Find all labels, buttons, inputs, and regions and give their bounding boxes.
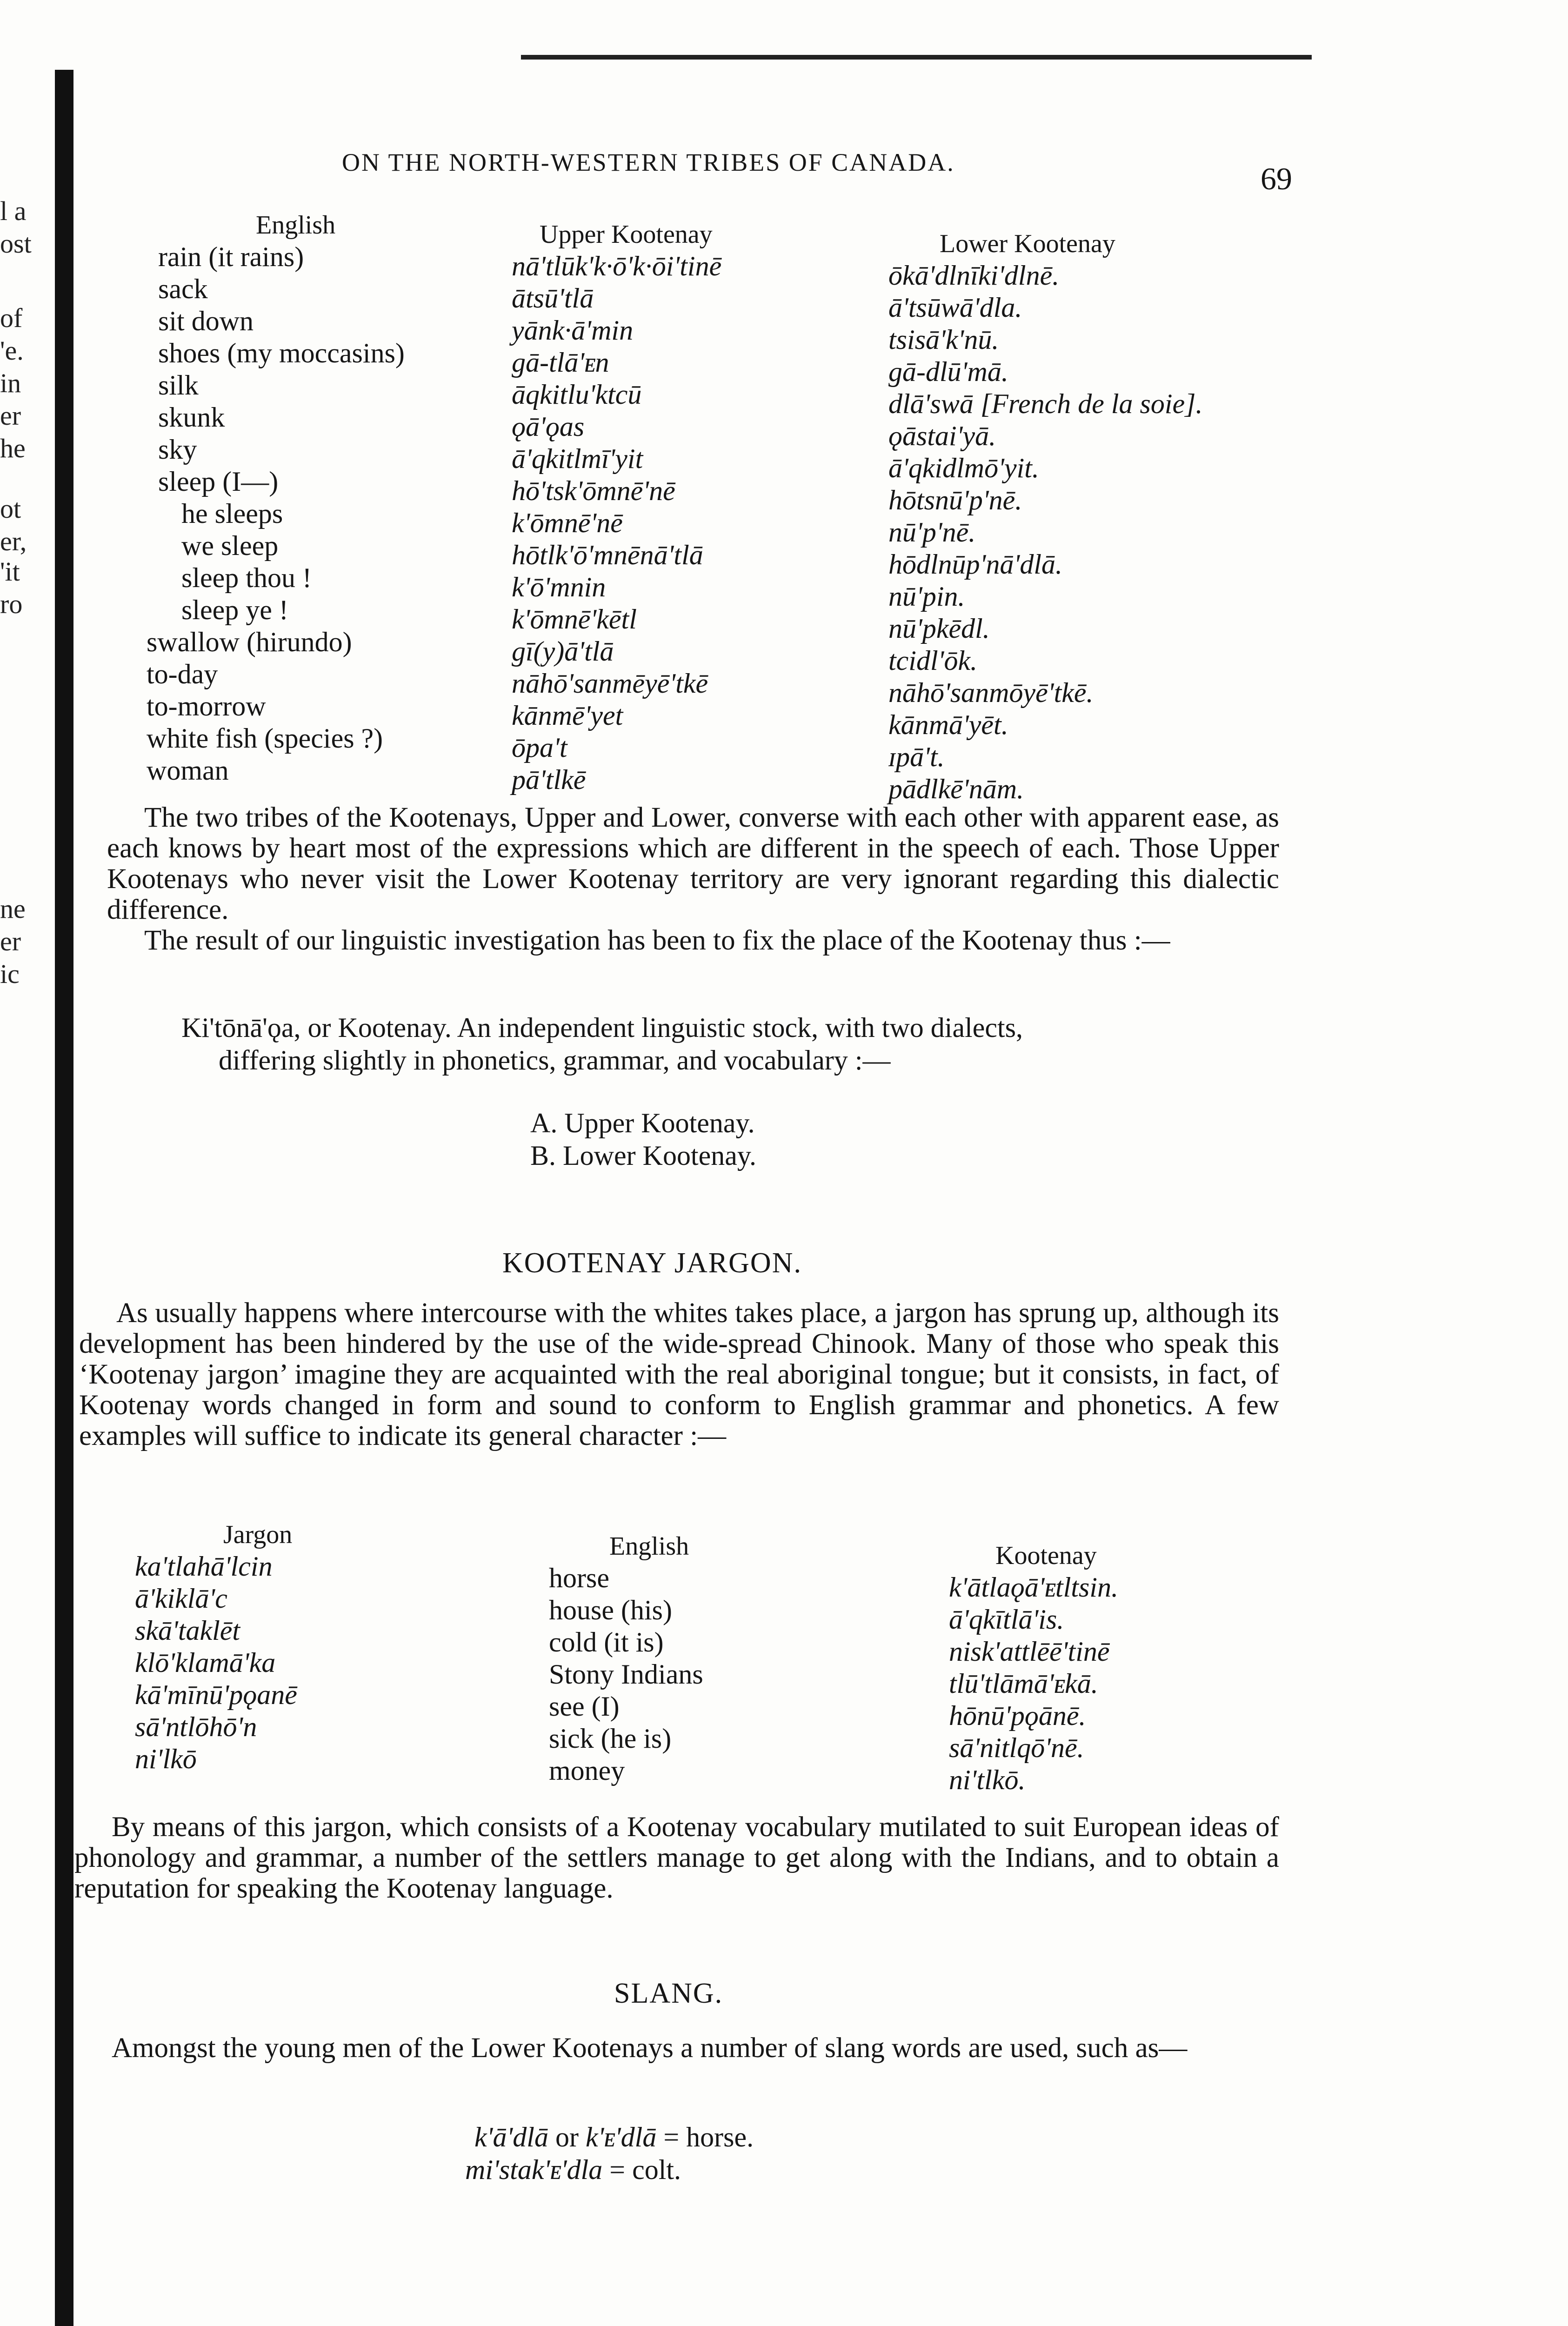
margin-fragment: 'it: [0, 556, 20, 587]
paragraph-text: As usually happens where intercourse with the whites takes place, a jargon has sprung up, although its development has been hindered by the use of the wide-spread Chinook. Many of those who speak this ‘Kootenay jargon’ imagine they are acquainted with the real aboriginal tongue; but it consists, in fact, of Kootenay words changed in form and sound to conform to English grammar and phonetics. A few examples will suffice to indicate its general character :—: [79, 1297, 1279, 1451]
vocab-upper-cell: nāhō'sanmēyē'tkē: [512, 668, 708, 699]
vocab-lower-cell: ǫāstai'yā.: [888, 421, 996, 451]
jargon-cell: ā'kiklā'c: [135, 1583, 227, 1614]
slang-meaning: = colt.: [602, 2154, 681, 2185]
margin-fragment: in: [0, 368, 21, 398]
jargon-column: [135, 1519, 488, 1775]
vocab-lower-cell: kānmā'yēt.: [888, 709, 1008, 740]
vocab-upper-cell: nā'tlūk'k·ō'k·ōi'tinē: [512, 251, 722, 281]
vocab-english-column: [140, 209, 502, 787]
vocab-english-cell: white fish (species ?): [147, 723, 383, 754]
vocab-lower-cell: tsisā'k'nū.: [888, 324, 999, 355]
paragraph-text: By means of this jargon, which consists of a Kootenay vocabulary mutilated to suit European ideas of phonology and grammar, a number of the settlers manage to get along with the Indians, and to obtain a reputation for speaking the Kootenay language.: [74, 1811, 1279, 1904]
jargon-kootenay-cell: nisk'attlēē'tinē: [949, 1636, 1110, 1667]
slang-paragraph: [74, 2033, 1279, 2064]
slang-word: k'ā'dlā: [474, 2122, 548, 2152]
margin-fragment: of: [0, 303, 23, 333]
margin-fragment: ne: [0, 894, 26, 924]
jargon-english-cell: sick (he is): [549, 1723, 672, 1754]
jargon-cell: ni'lkō: [135, 1744, 197, 1774]
vocab-english-cell: sack: [158, 274, 208, 304]
vocab-upper-column: [512, 219, 893, 796]
classification-line: Ki'tōnā'ǫa, or Kootenay. An independent linguistic stock, with two dialects,: [181, 1012, 1023, 1043]
vocab-lower-cell: ɪpā't.: [888, 742, 945, 772]
vocab-upper-cell: ōpa't: [512, 732, 567, 763]
vocab-lower-cell: ā'qkidlmō'yit.: [888, 453, 1039, 483]
jargon-kootenay-cell: hōnū'pǫānē.: [949, 1700, 1086, 1731]
column-header: English: [256, 211, 336, 240]
vocab-english-cell: skunk: [158, 402, 225, 433]
jargon-kootenay-column: [949, 1540, 1302, 1796]
vocab-english-cell: sleep thou !: [181, 562, 312, 593]
jargon-kootenay-cell: ni'tlkō.: [949, 1765, 1026, 1795]
margin-fragment: er: [0, 926, 21, 956]
vocab-lower-cell: hōdlnūp'nā'dlā.: [888, 549, 1063, 580]
vocab-lower-cell: pādlkē'nām.: [888, 774, 1024, 804]
margin-fragment: er: [0, 401, 21, 431]
vocab-upper-cell: ǫā'ǫas: [512, 411, 585, 442]
slang-word: mi'stak'ᴇ'dla: [465, 2154, 603, 2185]
jargon-cell: kā'mīnū'pǫanē: [135, 1679, 297, 1710]
margin-fragment: ot: [0, 494, 21, 524]
slang-connector: or: [548, 2122, 586, 2152]
vocab-upper-cell: hōtlk'ō'mnēnā'tlā: [512, 540, 703, 570]
column-header: Jargon: [223, 1520, 293, 1549]
running-header: ON THE NORTH-WESTERN TRIBES OF CANADA.: [342, 148, 955, 176]
jargon-english-column: [549, 1531, 884, 1787]
vocab-english-cell: shoes (my moccasins): [158, 338, 405, 368]
jargon-after-paragraph: [74, 1812, 1279, 1904]
section-heading-slang: SLANG.: [614, 1978, 723, 2009]
vocab-english-cell: we sleep: [181, 530, 279, 561]
vocab-lower-cell: nū'pkēdl.: [888, 613, 990, 644]
vocab-english-cell: to-morrow: [147, 691, 266, 722]
paragraph-text: The result of our linguistic investigation has been to fix the place of the Kootenay thus :—: [144, 925, 1170, 956]
vocab-english-cell: sit down: [158, 306, 254, 336]
vocab-upper-cell: hō'tsk'ōmnē'nē: [512, 475, 675, 506]
vocab-english-cell: woman: [147, 755, 229, 786]
margin-fragment: ro: [0, 589, 23, 619]
vocab-english-cell: he sleeps: [181, 498, 283, 529]
vocab-english-cell: silk: [158, 370, 199, 401]
jargon-kootenay-cell: tlū'tlāmā'ᴇkā.: [949, 1668, 1098, 1699]
dialect-b: B. Lower Kootenay.: [530, 1140, 756, 1171]
jargon-english-cell: cold (it is): [549, 1627, 664, 1658]
jargon-cell: skā'taklēt: [135, 1615, 240, 1646]
vocab-lower-cell: gā-dlū'mā.: [888, 356, 1008, 387]
vocab-lower-cell: ā'tsūwā'dla.: [888, 292, 1022, 323]
margin-fragment: he: [0, 433, 26, 463]
jargon-english-cell: Stony Indians: [549, 1659, 703, 1690]
vocab-lower-cell: tcidl'ōk.: [888, 645, 978, 676]
dialect-paragraph: [107, 802, 1279, 956]
jargon-kootenay-cell: sā'nitlqō'nē.: [949, 1732, 1084, 1763]
vocab-upper-cell: k'ōmnē'kētl: [512, 604, 637, 635]
jargon-english-cell: house (his): [549, 1595, 672, 1625]
slang-word: k'ᴇ'dlā: [585, 2122, 657, 2152]
paragraph-text: Amongst the young men of the Lower Kootenays a number of slang words are used, such as—: [112, 2032, 1188, 2064]
vocab-upper-cell: ātsū'tlā: [512, 283, 594, 314]
vocab-upper-cell: ā'qkitlmī'yit: [512, 443, 643, 474]
jargon-kootenay-cell: k'ātlaǫā'ᴇtltsin.: [949, 1572, 1119, 1603]
page-number: 69: [1261, 161, 1292, 196]
vocab-upper-cell: gā-tlā'ᴇn: [512, 347, 609, 378]
jargon-english-cell: horse: [549, 1563, 609, 1593]
vocab-lower-cell: hōtsnū'p'nē.: [888, 485, 1022, 515]
vocab-lower-cell: nū'pin.: [888, 581, 965, 612]
jargon-cell: klō'klamā'ka: [135, 1647, 276, 1678]
vocab-lower-cell: nāhō'sanmōyē'tkē.: [888, 677, 1094, 708]
slang-meaning: = horse.: [656, 2122, 754, 2152]
vocab-english-cell: sleep (I—): [158, 466, 279, 497]
vocab-lower-cell: ōkā'dlnīki'dlnē.: [888, 260, 1060, 291]
vocab-upper-cell: k'ōmnē'nē: [512, 508, 623, 538]
vocab-lower-cell: nū'p'nē.: [888, 517, 976, 548]
slang-example: [465, 2154, 681, 2186]
margin-fragment: ost: [0, 228, 32, 259]
column-header: Upper Kootenay: [540, 220, 713, 249]
vocab-upper-cell: k'ō'mnin: [512, 572, 606, 602]
margin-fragment: ic: [0, 959, 20, 989]
vocab-english-cell: swallow (hirundo): [147, 627, 352, 657]
jargon-english-cell: money: [549, 1755, 625, 1786]
column-header: Lower Kootenay: [940, 229, 1115, 258]
section-heading-jargon: KOOTENAY JARGON.: [502, 1247, 802, 1279]
vocab-english-cell: sky: [158, 434, 197, 465]
vocab-upper-cell: kānmē'yet: [512, 700, 623, 731]
vocab-lower-cell: dlā'swā [French de la soie].: [888, 388, 1203, 419]
binding-shadow: [55, 70, 73, 2326]
vocab-upper-cell: pā'tlkē: [512, 764, 586, 795]
vocab-english-cell: sleep ye !: [181, 595, 288, 625]
vocab-upper-cell: gī(y)ā'tlā: [512, 636, 614, 667]
classification-line: differing slightly in phonetics, grammar, and vocabulary :—: [219, 1045, 891, 1076]
jargon-cell: sā'ntlōhō'n: [135, 1711, 257, 1742]
jargon-kootenay-cell: ā'qkītlā'is.: [949, 1604, 1064, 1635]
margin-fragment: l a: [0, 196, 27, 226]
vocab-english-cell: to-day: [147, 659, 218, 689]
margin-fragment: 'e.: [0, 335, 24, 366]
jargon-cell: ka'tlahā'lcin: [135, 1551, 273, 1582]
jargon-english-cell: see (I): [549, 1691, 620, 1722]
margin-fragment: er,: [0, 526, 27, 556]
vocab-upper-cell: āqkitlu'ktcū: [512, 379, 642, 410]
top-rule: [521, 55, 1312, 60]
paragraph-text: The two tribes of the Kootenays, Upper and Lower, converse with each other with apparent ease, as each knows by heart most of the expressions which are different in the speech of each. Those Upper Kootenays who never visit the Lower Kootenay territory are very ignorant regarding this dialectic difference.: [107, 802, 1279, 925]
dialect-a: A. Upper Kootenay.: [530, 1108, 755, 1138]
jargon-paragraph: [79, 1298, 1279, 1451]
vocab-upper-cell: yānk·ā'min: [512, 315, 634, 346]
vocab-lower-column: [888, 228, 1298, 805]
slang-example: [474, 2121, 754, 2153]
column-header: Kootenay: [995, 1541, 1097, 1570]
column-header: English: [609, 1532, 689, 1561]
vocab-english-cell: rain (it rains): [158, 241, 304, 272]
